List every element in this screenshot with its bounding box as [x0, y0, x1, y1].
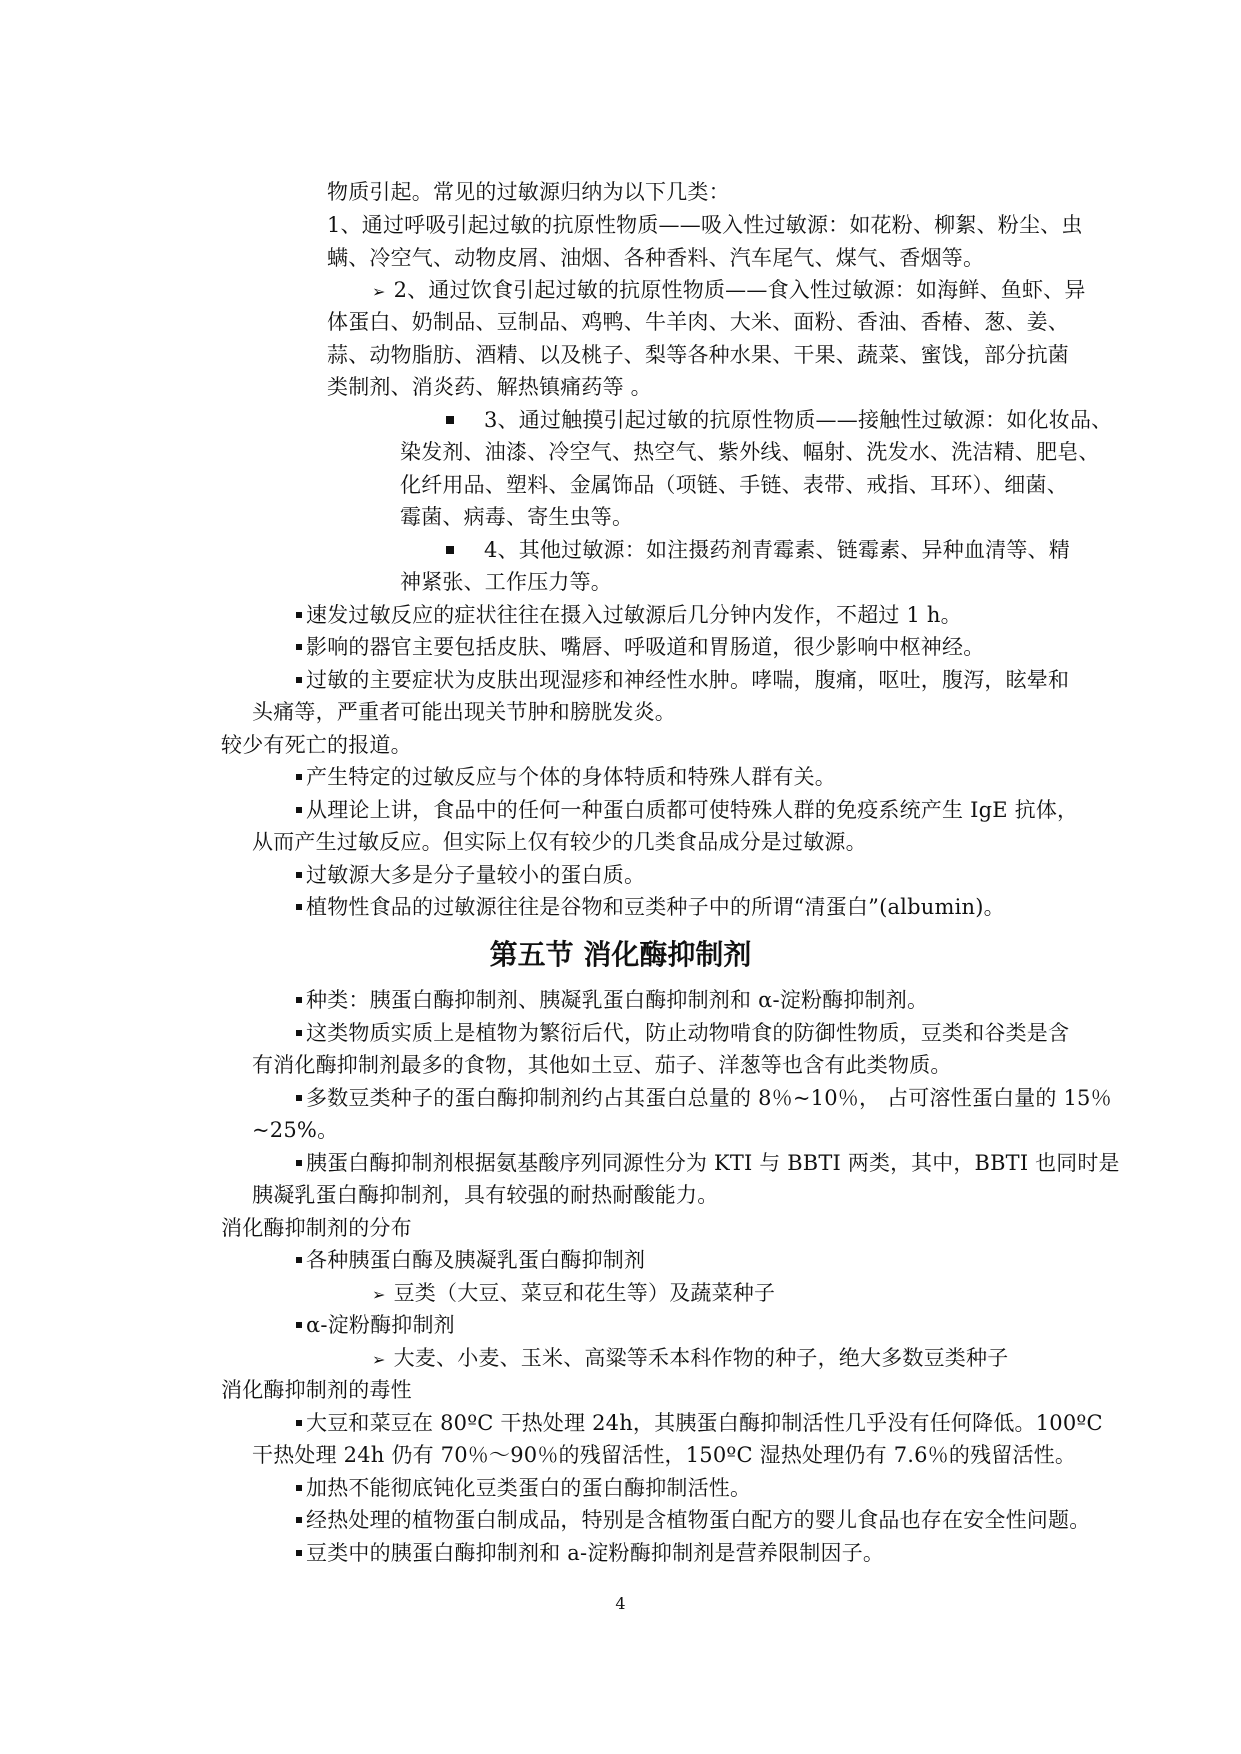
list-item [296, 1245, 645, 1275]
list-item [296, 1408, 1103, 1438]
list-item [296, 1310, 455, 1340]
square-bullet-icon [296, 1095, 302, 1101]
text-line: 较少有死亡的报道。 [221, 733, 412, 757]
list-item [296, 600, 962, 630]
list-item [296, 632, 984, 662]
square-bullet-icon [296, 774, 302, 780]
list-item [372, 275, 1086, 307]
square-bullet-icon [296, 872, 302, 878]
list-item-text: α-淀粉酶抑制剂 [306, 1313, 455, 1337]
square-bullet-icon [296, 644, 302, 650]
list-item-text: 影响的器官主要包括皮肤、嘴唇、呼吸道和胃肠道，很少影响中枢神经。 [306, 635, 985, 659]
list-item [446, 405, 1112, 435]
text-line: 胰凝乳蛋白酶抑制剂，具有较强的耐热耐酸能力。 [252, 1183, 719, 1207]
list-item [296, 1505, 1090, 1535]
text-line: 体蛋白、奶制品、豆制品、鸡鸭、牛羊肉、大米、面粉、香油、香椿、葱、姜、 [327, 310, 1069, 334]
text-line: 类制剂、消炎药、解热镇痛药等 。 [327, 375, 652, 399]
list-item-text: 大豆和菜豆在 80ºC 干热处理 24h，其胰蛋白酶抑制活性几乎没有任何降低。100ºC [306, 1411, 1103, 1435]
list-item [296, 1473, 751, 1503]
text-line: 有消化酶抑制剂最多的食物，其他如土豆、茄子、洋葱等也含有此类物质。 [252, 1053, 952, 1077]
list-item [296, 1018, 1069, 1048]
square-bullet-icon [446, 546, 454, 554]
list-item-text: 加热不能彻底钝化豆类蛋白的蛋白酶抑制活性。 [306, 1476, 752, 1500]
list-item [296, 795, 1078, 825]
subheading: 消化酶抑制剂的毒性 [221, 1378, 412, 1402]
list-item-text: 3、通过触摸引起过敏的抗原性物质——接触性过敏源：如化妆品、 [484, 408, 1113, 432]
list-item-text: 植物性食品的过敏源往往是谷物和豆类种子中的所谓“清蛋白”(albumin)。 [306, 895, 1005, 919]
square-bullet-icon [296, 1257, 302, 1263]
list-item-text: 这类物质实质上是植物为繁衍后代，防止动物啃食的防御性物质，豆类和谷类是含 [306, 1021, 1070, 1045]
square-bullet-icon [296, 1550, 302, 1556]
text-line: 1、通过呼吸引起过敏的抗原性物质——吸入性过敏源：如花粉、柳絮、粉尘、虫 [327, 213, 1083, 237]
list-item [296, 1148, 1120, 1178]
list-item-text: 产生特定的过敏反应与个体的身体特质和特殊人群有关。 [306, 765, 836, 789]
list-item [296, 1083, 1112, 1113]
section-heading: 第五节 消化酶抑制剂 [489, 938, 752, 971]
text-line: 干热处理 24h 仍有 70％～90％的残留活性，150ºC 湿热处理仍有 7.6％的残留活性。 [252, 1443, 1077, 1467]
list-item [296, 665, 1069, 695]
list-item-text: 豆类中的胰蛋白酶抑制剂和 a-淀粉酶抑制剂是营养限制因子。 [306, 1541, 885, 1565]
square-bullet-icon [296, 1517, 302, 1523]
square-bullet-icon [296, 677, 302, 683]
text-line: 头痛等，严重者可能出现关节肿和膀胱发炎。 [252, 700, 676, 724]
text-line: 从而产生过敏反应。但实际上仅有较少的几类食品成分是过敏源。 [252, 830, 867, 854]
square-bullet-icon [296, 807, 302, 813]
square-bullet-icon [296, 612, 302, 618]
arrow-bullet-icon: ➢ [372, 1285, 386, 1304]
text-line: ~25%。 [252, 1118, 339, 1142]
list-item-text: 胰蛋白酶抑制剂根据氨基酸序列同源性分为 KTI 与 BBTI 两类，其中，BBTI 也同时是 [305, 1151, 1120, 1175]
list-item [372, 1278, 775, 1310]
text-line: 霉菌、病毒、寄生虫等。 [400, 505, 634, 529]
text-line: 螨、冷空气、动物皮屑、油烟、各种香料、汽车尾气、煤气、香烟等。 [327, 246, 985, 270]
subheading: 消化酶抑制剂的分布 [221, 1216, 412, 1240]
square-bullet-icon [296, 1420, 302, 1426]
arrow-bullet-icon: ➢ [372, 1350, 386, 1369]
list-item [372, 1343, 1008, 1375]
list-item [296, 762, 836, 792]
list-item-text: 种类：胰蛋白酶抑制剂、胰凝乳蛋白酶抑制剂和 α-淀粉酶抑制剂。 [306, 988, 929, 1012]
list-item-text: 经热处理的植物蛋白制成品，特别是含植物蛋白配方的婴儿食品也存在安全性问题。 [306, 1508, 1091, 1532]
square-bullet-icon [296, 904, 302, 910]
list-item [446, 535, 1070, 565]
square-bullet-icon [296, 1322, 302, 1328]
square-bullet-icon [296, 1030, 302, 1036]
text-line: 蒜、动物脂肪、酒精、以及桃子、梨等各种水果、干果、蔬菜、蜜饯，部分抗菌 [327, 343, 1069, 367]
list-item-text: 速发过敏反应的症状往往在摄入过敏源后几分钟内发作，不超过 1 h。 [306, 603, 962, 627]
list-item-text: 豆类（大豆、菜豆和花生等）及蔬菜种子 [393, 1281, 776, 1305]
list-item [296, 1538, 884, 1568]
list-item-text: 从理论上讲，食品中的任何一种蛋白质都可使特殊人群的免疫系统产生 IgE 抗体， [306, 798, 1079, 822]
list-item-text: 过敏源大多是分子量较小的蛋白质。 [306, 863, 646, 887]
text-line: 化纤用品、塑料、金属饰品（项链、手链、表带、戒指、耳环）、细菌、 [400, 473, 1068, 497]
text-line: 神紧张、工作压力等。 [400, 570, 612, 594]
text-line: 染发剂、油漆、冷空气、热空气、紫外线、幅射、洗发水、洗洁精、肥皂、 [400, 440, 1100, 464]
list-item-text: 过敏的主要症状为皮肤出现湿疹和神经性水肿。哮喘，腹痛，呕吐，腹泻，眩晕和 [306, 668, 1070, 692]
list-item [296, 860, 645, 890]
square-bullet-icon [296, 997, 302, 1003]
list-item-text: 大麦、小麦、玉米、高粱等禾本科作物的种子，绝大多数豆类种子 [393, 1346, 1009, 1370]
list-item-text: 多数豆类种子的蛋白酶抑制剂约占其蛋白总量的 8％~10％， 占可溶性蛋白量的 15％ [306, 1086, 1112, 1110]
list-item-text: 4、其他过敏源：如注摄药剂青霉素、链霉素、异种血清等、精 [484, 538, 1070, 562]
square-bullet-icon [296, 1485, 302, 1491]
arrow-bullet-icon: ➢ [372, 282, 386, 301]
page-number: 4 [615, 1594, 626, 1613]
text-line: 物质引起。常见的过敏源归纳为以下几类： [327, 180, 730, 204]
list-item [296, 892, 1005, 922]
square-bullet-icon [296, 1160, 302, 1166]
list-item [296, 985, 928, 1015]
square-bullet-icon [446, 416, 454, 424]
list-item-text: 各种胰蛋白酶及胰凝乳蛋白酶抑制剂 [306, 1248, 646, 1272]
list-item-text: 2、通过饮食引起过敏的抗原性物质——食入性过敏源：如海鲜、鱼虾、异 [393, 278, 1086, 302]
